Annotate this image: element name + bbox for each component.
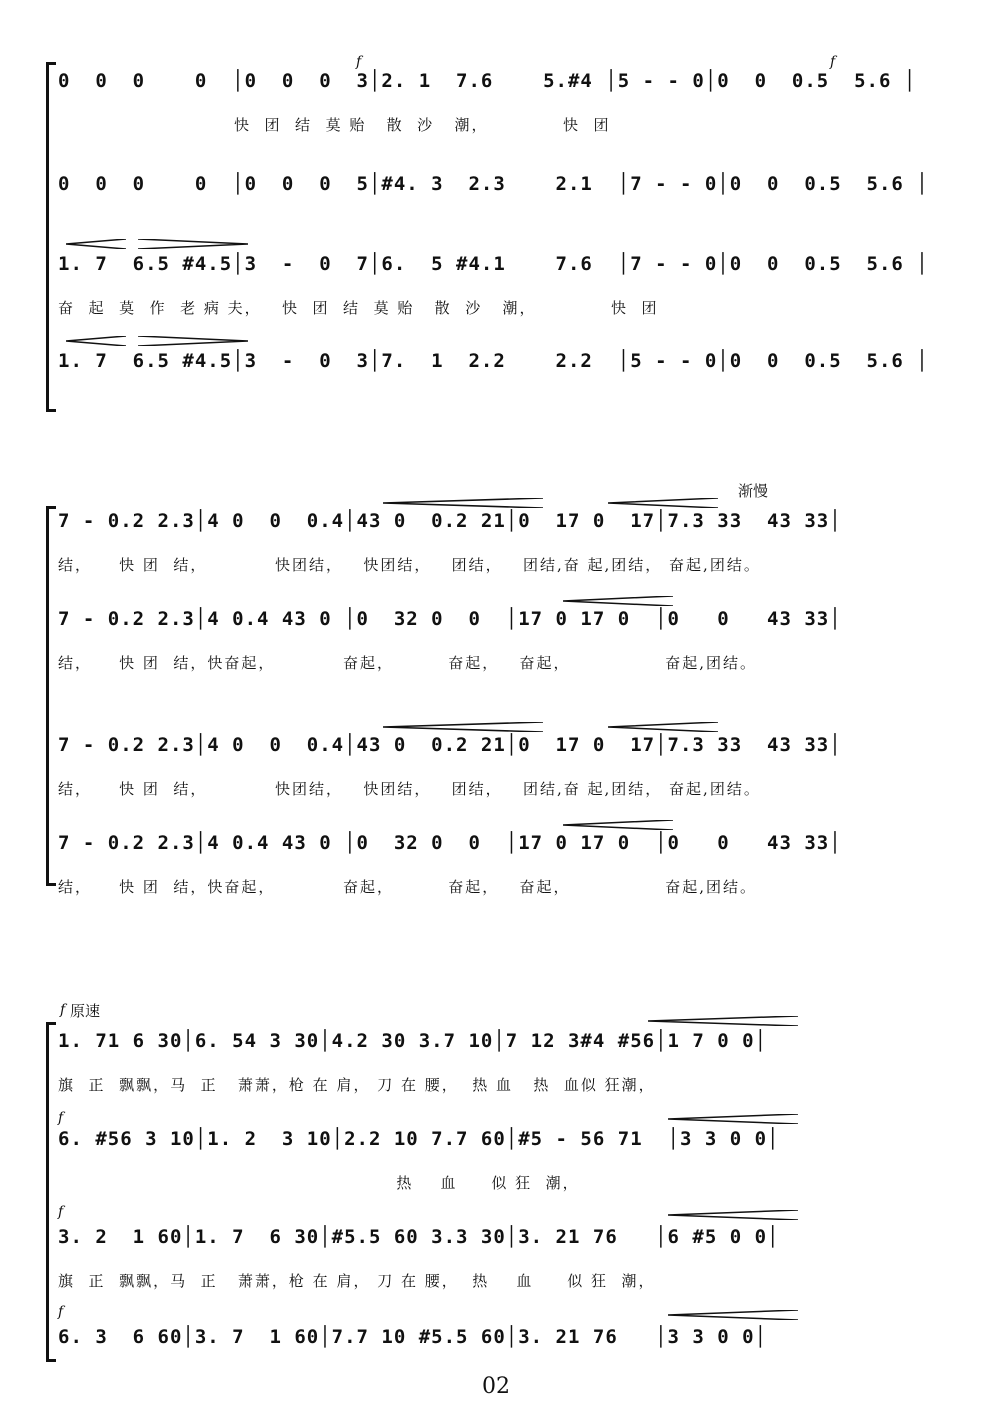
notation-line: 1. 71 6 30│6. 54 3 30│4.2 30 3.7 10│7 12 3#4 #56│1 7 0 0│	[58, 1030, 768, 1052]
staff-row-soprano	[58, 1030, 948, 1094]
crescendo-hairpin	[668, 1310, 798, 1320]
staff-row-tenor	[58, 253, 948, 317]
staff-row-tenor	[58, 1204, 948, 1290]
staff-row-soprano	[58, 70, 948, 134]
brace-cap-top	[46, 62, 56, 65]
notation-line: 7 - 0.2 2.3│4 0.4 43 0 │0 32 0 0 │17 0 17 0 │0 0 43 33│	[58, 608, 842, 630]
crescendo-hairpin	[668, 1114, 798, 1124]
notation-line: 7 - 0.2 2.3│4 0 0 0.4│43 0 0.2 21│0 17 0 17│7.3 33 43 33│	[58, 510, 842, 532]
notation-line: 6. 3 6 60│3. 7 1 60│7.7 10 #5.5 60│3. 21 76 │3 3 0 0│	[58, 1326, 768, 1348]
staff-row-alto	[58, 1110, 948, 1192]
lyric-line: 旗 正 飘飘，马 正 萧萧，枪 在 肩， 刀 在 腰， 热 血 似 狂 潮，	[58, 1272, 656, 1290]
crescendo-hairpin	[138, 239, 248, 249]
notation-line: 3. 2 1 60│1. 7 6 30│#5.5 60 3.3 30│3. 21 76 │6 #5 0 0│	[58, 1226, 780, 1248]
crescendo-hairpin	[66, 336, 126, 346]
dynamic-mark: f	[830, 54, 836, 70]
crescendo-hairpin	[668, 1210, 798, 1220]
staff-row-bass	[58, 1304, 948, 1362]
dynamic-mark: f	[58, 1304, 64, 1320]
system-brace	[46, 62, 49, 412]
notation-line: 6. #56 3 10│1. 2 3 10│2.2 10 7.7 60│#5 - 56 71 │3 3 0 0│	[58, 1128, 780, 1150]
crescendo-hairpin	[138, 336, 248, 346]
lyric-line: 结， 快 团 结， 快团结， 快团结， 团结， 团结,奋 起,团结， 奋起,团结。	[58, 556, 761, 574]
notation-line: 0 0 0 0 │0 0 0 3│2. 1 7.6 5.#4 │5 - - 0│0 0 0.5 5.6 │	[58, 70, 917, 92]
page-number: 02	[482, 1374, 510, 1399]
notation-line: 1. 7 6.5 #4.5│3 - 0 3│7. 1 2.2 2.2 │5 - - 0│0 0 0.5 5.6 │	[58, 350, 929, 372]
notation-line: 0 0 0 0 │0 0 0 5│#4. 3 2.3 2.1 │7 - - 0│0 0 0.5 5.6 │	[58, 173, 929, 195]
staff-row-tenor	[58, 734, 948, 798]
brace-cap-top	[46, 1022, 56, 1025]
tempo-marking: 原速	[70, 1002, 101, 1020]
lyric-line: 热 血 似 狂 潮，	[58, 1174, 580, 1192]
staff-row-bass	[58, 350, 948, 386]
staff-row-alto	[58, 608, 948, 672]
crescendo-hairpin	[383, 722, 543, 732]
dynamic-mark: f	[58, 1204, 64, 1220]
crescendo-hairpin	[66, 239, 126, 249]
staff-row-alto	[58, 173, 948, 209]
brace-cap-top	[46, 506, 56, 509]
staff-row-bass	[58, 832, 948, 896]
brace-cap-bottom	[46, 1359, 56, 1362]
crescendo-hairpin	[563, 596, 673, 606]
lyric-line: 奋 起 莫 作 老 病 夫， 快 团 结 莫 贻 散 沙 潮， 快 团	[58, 299, 659, 317]
staff-row-soprano	[58, 510, 948, 574]
crescendo-hairpin	[608, 498, 718, 508]
notation-line: 7 - 0.2 2.3│4 0 0 0.4│43 0 0.2 21│0 17 0 17│7.3 33 43 33│	[58, 734, 842, 756]
brace-cap-bottom	[46, 883, 56, 886]
crescendo-hairpin	[383, 498, 543, 508]
notation-line: 1. 7 6.5 #4.5│3 - 0 7│6. 5 #4.1 7.6 │7 - - 0│0 0 0.5 5.6 │	[58, 253, 929, 275]
crescendo-hairpin	[608, 722, 718, 732]
lyric-line: 结， 快 团 结，快奋起， 奋起， 奋起， 奋起， 奋起,团结。	[58, 654, 758, 672]
dynamic-mark: f	[58, 1110, 64, 1126]
crescendo-hairpin	[563, 820, 673, 830]
notation-line: 7 - 0.2 2.3│4 0.4 43 0 │0 32 0 0 │17 0 17 0 │0 0 43 33│	[58, 832, 842, 854]
lyric-line: 结， 快 团 结，快奋起， 奋起， 奋起， 奋起， 奋起,团结。	[58, 878, 758, 896]
dynamic-mark: f	[60, 1002, 66, 1018]
lyric-line: 旗 正 飘飘，马 正 萧萧，枪 在 肩， 刀 在 腰， 热 血 热 血似 狂潮，	[58, 1076, 656, 1094]
system-brace	[46, 506, 49, 886]
lyric-line: 结， 快 团 结， 快团结， 快团结， 团结， 团结,奋 起,团结， 奋起,团结。	[58, 780, 761, 798]
crescendo-hairpin	[648, 1016, 798, 1026]
system-brace	[46, 1022, 49, 1362]
tempo-marking: 渐慢	[738, 482, 769, 500]
brace-cap-bottom	[46, 409, 56, 412]
lyric-line: 快 团 结 莫 贻 散 沙 潮， 快 团	[58, 116, 611, 134]
dynamic-mark: f	[356, 54, 362, 70]
